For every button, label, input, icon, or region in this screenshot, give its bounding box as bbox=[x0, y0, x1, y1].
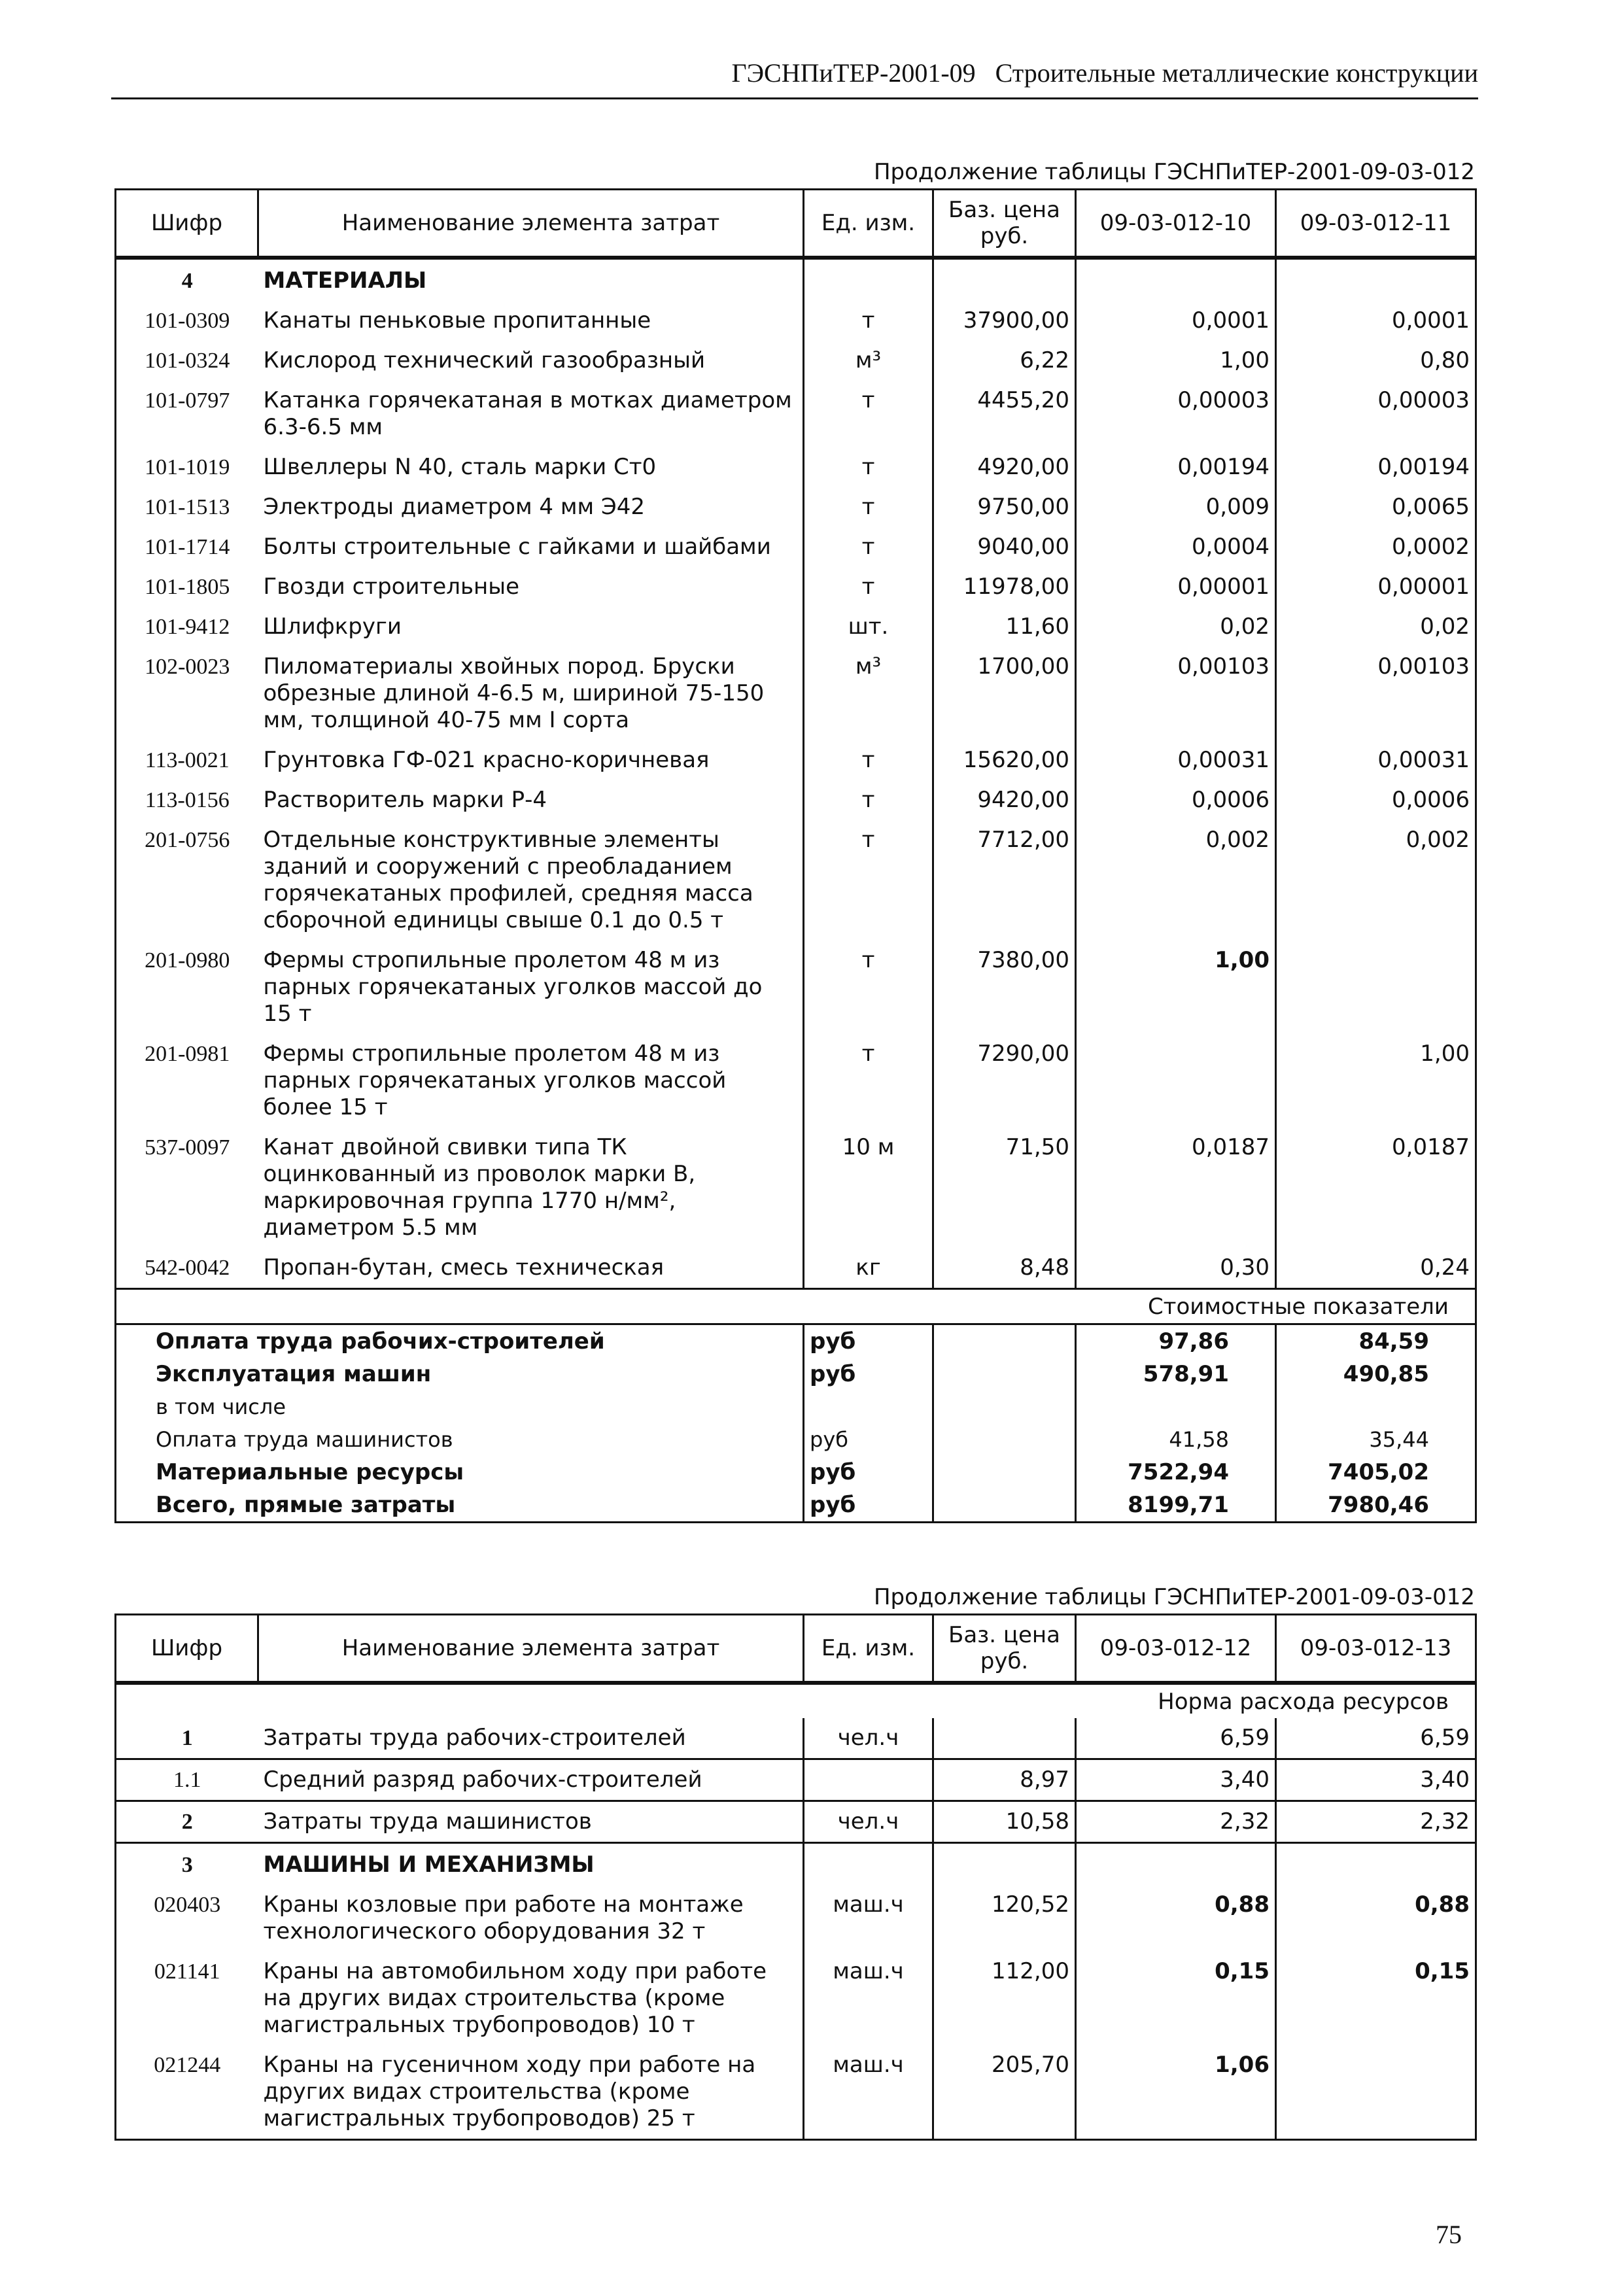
row-price: 15620,00 bbox=[933, 740, 1076, 780]
row-value-1: 6,59 bbox=[1076, 1718, 1276, 1759]
empty-cell bbox=[804, 258, 933, 301]
row-price: 10,58 bbox=[933, 1801, 1076, 1843]
row-value-1: 1,00 bbox=[1076, 940, 1276, 1034]
summary-value-2 bbox=[1276, 1390, 1476, 1423]
table-row bbox=[116, 2045, 1476, 2140]
materials-table bbox=[114, 188, 1477, 1523]
empty-cell bbox=[933, 1456, 1076, 1489]
row-unit: маш.ч bbox=[804, 1885, 933, 1952]
row-value-2: 0,0065 bbox=[1276, 487, 1476, 527]
row-value-2: 0,00103 bbox=[1276, 647, 1476, 740]
row-price: 6,22 bbox=[933, 341, 1076, 381]
page-number: 75 bbox=[1436, 2220, 1462, 2249]
row-name: Фермы стропильные пролетом 48 м из парных горячекатаных уголков массой до 15 т bbox=[258, 940, 804, 1034]
empty-cell bbox=[1076, 1843, 1276, 1886]
cost-banner-text: Стоимостные показатели bbox=[116, 1289, 1476, 1324]
row-name: Болты строительные с гайками и шайбами bbox=[258, 527, 804, 567]
table-row bbox=[116, 567, 1476, 607]
summary-value-2: 490,85 bbox=[1276, 1358, 1476, 1390]
summary-unit: руб bbox=[804, 1489, 933, 1523]
row-code: 021141 bbox=[116, 1952, 258, 2045]
row-code: 537-0097 bbox=[116, 1128, 258, 1248]
labor-row bbox=[116, 1718, 1476, 1759]
row-price: 8,97 bbox=[933, 1759, 1076, 1801]
section-row bbox=[116, 1843, 1476, 1886]
summary-value-2: 7405,02 bbox=[1276, 1456, 1476, 1489]
row-unit: т bbox=[804, 940, 933, 1034]
summary-value-2: 7980,46 bbox=[1276, 1489, 1476, 1523]
row-value-2: 0,00031 bbox=[1276, 740, 1476, 780]
row-name: Кислород технический газообразный bbox=[258, 341, 804, 381]
row-code: 101-9412 bbox=[116, 607, 258, 647]
summary-label: Оплата труда машинистов bbox=[116, 1423, 804, 1456]
row-name: Затраты труда рабочих-строителей bbox=[258, 1718, 804, 1759]
table-row bbox=[116, 607, 1476, 647]
summary-label: Всего, прямые затраты bbox=[116, 1489, 804, 1523]
row-unit: т bbox=[804, 1034, 933, 1128]
row-value-2 bbox=[1276, 2045, 1476, 2140]
row-unit: маш.ч bbox=[804, 1952, 933, 2045]
summary-unit: руб bbox=[804, 1358, 933, 1390]
row-value-2: 0,00003 bbox=[1276, 381, 1476, 447]
empty-cell bbox=[933, 258, 1076, 301]
row-name: Канат двойной свивки типа ТК оцинкованный из проволок марки В, маркировочная группа 1770 н/мм², диаметром 5.5 мм bbox=[258, 1128, 804, 1248]
row-name: Отдельные конструктивные элементы зданий и сооружений с преобладанием горячекатаных профилей, средняя масса сборочной единицы свыше 0.1 до 0.5 т bbox=[258, 820, 804, 940]
row-code: 101-0324 bbox=[116, 341, 258, 381]
summary-label: Материальные ресурсы bbox=[116, 1456, 804, 1489]
row-name: Канаты пеньковые пропитанные bbox=[258, 301, 804, 341]
row-price: 37900,00 bbox=[933, 301, 1076, 341]
row-value-2: 6,59 bbox=[1276, 1718, 1476, 1759]
header-code: Шифр bbox=[116, 190, 258, 258]
row-value-1: 1,06 bbox=[1076, 2045, 1276, 2140]
row-unit: кг bbox=[804, 1248, 933, 1289]
row-price: 9040,00 bbox=[933, 527, 1076, 567]
row-value-1: 0,00194 bbox=[1076, 447, 1276, 487]
row-value-1: 0,00001 bbox=[1076, 567, 1276, 607]
summary-value-1: 41,58 bbox=[1076, 1423, 1276, 1456]
row-value-1: 2,32 bbox=[1076, 1801, 1276, 1843]
table-row bbox=[116, 1034, 1476, 1128]
table-header-row bbox=[116, 1615, 1476, 1683]
row-value-2: 0,02 bbox=[1276, 607, 1476, 647]
row-code: 201-0981 bbox=[116, 1034, 258, 1128]
table-row bbox=[116, 780, 1476, 820]
row-value-1: 0,0001 bbox=[1076, 301, 1276, 341]
row-unit: т bbox=[804, 381, 933, 447]
row-value-1: 1,00 bbox=[1076, 341, 1276, 381]
summary-row bbox=[116, 1358, 1476, 1390]
row-price: 71,50 bbox=[933, 1128, 1076, 1248]
row-value-2: 0,00001 bbox=[1276, 567, 1476, 607]
header-price: Баз. цена руб. bbox=[933, 1615, 1076, 1683]
table-row bbox=[116, 341, 1476, 381]
section-title: МАШИНЫ И МЕХАНИЗМЫ bbox=[258, 1843, 804, 1886]
norm-banner bbox=[116, 1683, 1476, 1718]
row-name: Шлифкруги bbox=[258, 607, 804, 647]
row-price: 205,70 bbox=[933, 2045, 1076, 2140]
header-col2: 09-03-012-13 bbox=[1276, 1615, 1476, 1683]
summary-label: Оплата труда рабочих-строителей bbox=[116, 1324, 804, 1358]
row-value-1: 0,00103 bbox=[1076, 647, 1276, 740]
empty-cell bbox=[933, 1843, 1076, 1886]
row-value-2: 0,0187 bbox=[1276, 1128, 1476, 1248]
row-code: 101-1714 bbox=[116, 527, 258, 567]
row-name: Затраты труда машинистов bbox=[258, 1801, 804, 1843]
row-code: 113-0021 bbox=[116, 740, 258, 780]
row-value-2: 3,40 bbox=[1276, 1759, 1476, 1801]
row-value-2: 0,0002 bbox=[1276, 527, 1476, 567]
summary-row bbox=[116, 1489, 1476, 1523]
header-col2: 09-03-012-11 bbox=[1276, 190, 1476, 258]
row-code: 020403 bbox=[116, 1885, 258, 1952]
row-value-2 bbox=[1276, 940, 1476, 1034]
row-value-1: 3,40 bbox=[1076, 1759, 1276, 1801]
header-price: Баз. цена руб. bbox=[933, 190, 1076, 258]
table-row bbox=[116, 940, 1476, 1034]
row-code: 101-0797 bbox=[116, 381, 258, 447]
row-price: 7712,00 bbox=[933, 820, 1076, 940]
row-value-2: 2,32 bbox=[1276, 1801, 1476, 1843]
row-name: Фермы стропильные пролетом 48 м из парных горячекатаных уголков массой более 15 т bbox=[258, 1034, 804, 1128]
page-header bbox=[111, 58, 1478, 99]
row-unit: 10 м bbox=[804, 1128, 933, 1248]
row-value-1: 0,30 bbox=[1076, 1248, 1276, 1289]
row-value-2: 0,88 bbox=[1276, 1885, 1476, 1952]
table-row bbox=[116, 487, 1476, 527]
row-value-1: 0,0006 bbox=[1076, 780, 1276, 820]
table-row bbox=[116, 301, 1476, 341]
summary-value-1: 8199,71 bbox=[1076, 1489, 1276, 1523]
row-unit: т bbox=[804, 567, 933, 607]
row-code: 102-0023 bbox=[116, 647, 258, 740]
header-unit: Ед. изм. bbox=[804, 190, 933, 258]
row-code: 101-0309 bbox=[116, 301, 258, 341]
row-value-2: 0,80 bbox=[1276, 341, 1476, 381]
row-price: 11978,00 bbox=[933, 567, 1076, 607]
row-unit: т bbox=[804, 301, 933, 341]
summary-unit: руб bbox=[804, 1423, 933, 1456]
row-price: 7380,00 bbox=[933, 940, 1076, 1034]
row-name: Гвозди строительные bbox=[258, 567, 804, 607]
row-value-2: 0,002 bbox=[1276, 820, 1476, 940]
row-value-1: 0,15 bbox=[1076, 1952, 1276, 2045]
row-value-2: 0,24 bbox=[1276, 1248, 1476, 1289]
row-name: Электроды диаметром 4 мм Э42 bbox=[258, 487, 804, 527]
row-value-1: 0,0004 bbox=[1076, 527, 1276, 567]
doc-code: ГЭСНПиТЕР-2001-09 bbox=[731, 58, 976, 88]
row-unit: шт. bbox=[804, 607, 933, 647]
row-value-2: 0,00194 bbox=[1276, 447, 1476, 487]
empty-cell bbox=[933, 1390, 1076, 1423]
summary-row bbox=[116, 1423, 1476, 1456]
norm-banner-text: Норма расхода ресурсов bbox=[116, 1683, 1476, 1718]
header-col1: 09-03-012-12 bbox=[1076, 1615, 1276, 1683]
header-name: Наименование элемента затрат bbox=[258, 190, 804, 258]
labor-row bbox=[116, 1759, 1476, 1801]
summary-value-1 bbox=[1076, 1390, 1276, 1423]
row-price: 11,60 bbox=[933, 607, 1076, 647]
row-value-1: 0,009 bbox=[1076, 487, 1276, 527]
row-value-1: 0,00031 bbox=[1076, 740, 1276, 780]
summary-value-1: 97,86 bbox=[1076, 1324, 1276, 1358]
row-value-2: 1,00 bbox=[1276, 1034, 1476, 1128]
row-name: Краны козловые при работе на монтаже технологического оборудования 32 т bbox=[258, 1885, 804, 1952]
summary-value-2: 84,59 bbox=[1276, 1324, 1476, 1358]
section-number: 4 bbox=[116, 258, 258, 301]
table-row bbox=[116, 447, 1476, 487]
row-value-1: 0,88 bbox=[1076, 1885, 1276, 1952]
row-name: Средний разряд рабочих-строителей bbox=[258, 1759, 804, 1801]
table-row bbox=[116, 381, 1476, 447]
row-unit: т bbox=[804, 447, 933, 487]
row-value-1: 0,00003 bbox=[1076, 381, 1276, 447]
row-code: 1 bbox=[116, 1718, 258, 1759]
labor-row bbox=[116, 1801, 1476, 1843]
table-row bbox=[116, 740, 1476, 780]
table-row bbox=[116, 647, 1476, 740]
row-code: 101-1019 bbox=[116, 447, 258, 487]
section-title: МАТЕРИАЛЫ bbox=[258, 258, 804, 301]
row-code: 1.1 bbox=[116, 1759, 258, 1801]
table-header-row bbox=[116, 190, 1476, 258]
row-value-1: 0,002 bbox=[1076, 820, 1276, 940]
machines-table bbox=[114, 1613, 1477, 2141]
table-row bbox=[116, 1128, 1476, 1248]
row-value-1 bbox=[1076, 1034, 1276, 1128]
empty-cell bbox=[933, 1324, 1076, 1358]
row-unit: т bbox=[804, 740, 933, 780]
row-name: Краны на автомобильном ходу при работе на других видах строительства (кроме магистральных трубопроводов) 10 т bbox=[258, 1952, 804, 2045]
row-price: 120,52 bbox=[933, 1885, 1076, 1952]
row-code: 2 bbox=[116, 1801, 258, 1843]
table-row bbox=[116, 1248, 1476, 1289]
row-price: 4455,20 bbox=[933, 381, 1076, 447]
summary-unit bbox=[804, 1390, 933, 1423]
summary-value-1: 578,91 bbox=[1076, 1358, 1276, 1390]
empty-cell bbox=[933, 1358, 1076, 1390]
row-code: 201-0980 bbox=[116, 940, 258, 1034]
row-price: 7290,00 bbox=[933, 1034, 1076, 1128]
row-price bbox=[933, 1718, 1076, 1759]
doc-title: Строительные металлические конструкции bbox=[995, 58, 1478, 88]
row-code: 201-0756 bbox=[116, 820, 258, 940]
row-unit: т bbox=[804, 487, 933, 527]
row-unit: маш.ч bbox=[804, 2045, 933, 2140]
summary-row bbox=[116, 1324, 1476, 1358]
summary-unit: руб bbox=[804, 1456, 933, 1489]
summary-row bbox=[116, 1390, 1476, 1423]
row-code: 113-0156 bbox=[116, 780, 258, 820]
row-value-1: 0,0187 bbox=[1076, 1128, 1276, 1248]
table2-caption: Продолжение таблицы ГЭСНПиТЕР-2001-09-03-012 bbox=[873, 1584, 1475, 1610]
row-name: Швеллеры N 40, сталь марки Ст0 bbox=[258, 447, 804, 487]
row-name: Грунтовка ГФ-021 красно-коричневая bbox=[258, 740, 804, 780]
empty-cell bbox=[933, 1489, 1076, 1523]
summary-label: в том числе bbox=[116, 1390, 804, 1423]
summary-value-2: 35,44 bbox=[1276, 1423, 1476, 1456]
header-unit: Ед. изм. bbox=[804, 1615, 933, 1683]
summary-label: Эксплуатация машин bbox=[116, 1358, 804, 1390]
summary-value-1: 7522,94 bbox=[1076, 1456, 1276, 1489]
cost-banner bbox=[116, 1289, 1476, 1324]
row-code: 101-1805 bbox=[116, 567, 258, 607]
row-price: 4920,00 bbox=[933, 447, 1076, 487]
row-price: 1700,00 bbox=[933, 647, 1076, 740]
row-value-2: 0,15 bbox=[1276, 1952, 1476, 2045]
header-name: Наименование элемента затрат bbox=[258, 1615, 804, 1683]
row-unit: чел.ч bbox=[804, 1801, 933, 1843]
row-name: Растворитель марки Р-4 bbox=[258, 780, 804, 820]
row-price: 9420,00 bbox=[933, 780, 1076, 820]
row-name: Краны на гусеничном ходу при работе на других видах строительства (кроме магистральных трубопроводов) 25 т bbox=[258, 2045, 804, 2140]
table-row bbox=[116, 1885, 1476, 1952]
empty-cell bbox=[804, 1843, 933, 1886]
row-unit: т bbox=[804, 780, 933, 820]
table-row bbox=[116, 527, 1476, 567]
section-number: 3 bbox=[116, 1843, 258, 1886]
row-unit: м³ bbox=[804, 341, 933, 381]
empty-cell bbox=[1076, 258, 1276, 301]
table1-caption: Продолжение таблицы ГЭСНПиТЕР-2001-09-03-012 bbox=[873, 159, 1475, 185]
table-row bbox=[116, 820, 1476, 940]
section-row bbox=[116, 258, 1476, 301]
empty-cell bbox=[933, 1423, 1076, 1456]
row-name: Пиломатериалы хвойных пород. Бруски обрезные длиной 4-6.5 м, шириной 75-150 мм, толщиной 40-75 мм I сорта bbox=[258, 647, 804, 740]
row-name: Катанка горячекатаная в мотках диаметром 6.3-6.5 мм bbox=[258, 381, 804, 447]
table-row bbox=[116, 1952, 1476, 2045]
summary-unit: руб bbox=[804, 1324, 933, 1358]
row-code: 542-0042 bbox=[116, 1248, 258, 1289]
row-unit bbox=[804, 1759, 933, 1801]
row-unit: т bbox=[804, 820, 933, 940]
empty-cell bbox=[1276, 258, 1476, 301]
row-value-2: 0,0001 bbox=[1276, 301, 1476, 341]
header-code: Шифр bbox=[116, 1615, 258, 1683]
row-unit: т bbox=[804, 527, 933, 567]
header-col1: 09-03-012-10 bbox=[1076, 190, 1276, 258]
row-unit: м³ bbox=[804, 647, 933, 740]
empty-cell bbox=[1276, 1843, 1476, 1886]
row-price: 112,00 bbox=[933, 1952, 1076, 2045]
row-price: 9750,00 bbox=[933, 487, 1076, 527]
row-code: 021244 bbox=[116, 2045, 258, 2140]
row-name: Пропан-бутан, смесь техническая bbox=[258, 1248, 804, 1289]
row-code: 101-1513 bbox=[116, 487, 258, 527]
row-value-2: 0,0006 bbox=[1276, 780, 1476, 820]
summary-row bbox=[116, 1456, 1476, 1489]
row-unit: чел.ч bbox=[804, 1718, 933, 1759]
row-value-1: 0,02 bbox=[1076, 607, 1276, 647]
row-price: 8,48 bbox=[933, 1248, 1076, 1289]
